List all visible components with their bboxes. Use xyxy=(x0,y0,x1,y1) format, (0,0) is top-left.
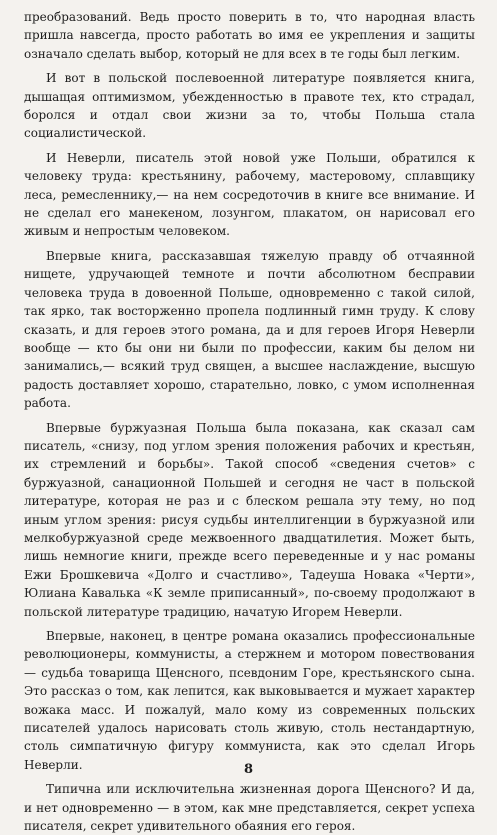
paragraph: И вот в польской послевоенной литературе появляется книга, дышащая оптимизмом, убежденностью в правоте тех, кто страдал, боролся и отдал свои жизни за то, чтобы Польша стала социалистической. xyxy=(24,71,475,141)
paragraph: И Неверли, писатель этой новой уже Польши, обратился к человеку труда: крестьянину, рабочему, мастеровому, сплавщику леса, ремесленнику,— на нем сосредоточив в книге все внимание. И не сделал его манекеном, лозунгом, плакатом, он нарисовал его живым и непростым человеком. xyxy=(24,150,475,239)
paragraph: Типична или исключительна жизненная дорога Щенсного? И да, и нет одновременно — в этом, как мне представляется, секрет успеха писателя, секрет удивительного обаяния его героя. xyxy=(24,782,475,834)
paragraph-continued: преобразований. Ведь просто поверить в то, что народная власть пришла навсегда, просто работать во имя ее укрепления и защиты означало сделать выбор, который не для всех в те годы был легким. xyxy=(24,10,475,61)
paragraph: Впервые буржуазная Польша была показана, как сказал сам писатель, «снизу, под углом зрения положения рабочих и крестьян, их стремлений и борьбы». Такой способ «сведения счетов» с буржуазной, санационной Польшей и сегодня не част в польской литературе, которая не раз и с блеском решала эту тему, но под иным углом зрения: рисуя судьбы интеллигенции в буржуазной или мелкобуржуазной среде межвоенного двадцатилетия. Может быть, лишь немногие книги, прежде всего переведенные и у нас романы Ежи Брошкевича «Долго и счастливо», Тадеуша Новака «Черти», Юлиана Кавалька «К земле приписанный», по-своему продолжают в польской литературе традицию, начатую Игорем Неверли. xyxy=(24,420,475,619)
paragraph: Впервые книга, рассказавшая тяжелую правду об отчаянной нищете, удручающей темноте и почти абсолютном бесправии человека труда в довоенной Польше, одновременно с такой силой, так ярко, так восторженно пропела подлинный гимн труду. К слову сказать, и для героев этого романа, да и для героев Игоря Неверли вообще — кто бы они ни были по профессии, каким бы делом ни занимались,— всякий труд священ, а высшее наслаждение, высшую радость доставляет хорошо, старательно, ловко, с умом исполненная работа. xyxy=(24,248,475,411)
page-number: 8 xyxy=(243,762,254,777)
paragraph: Впервые, наконец, в центре романа оказались профессиональные революционеры, коммунисты, а стержнем и мотором повествования — судьба товарища Щенсного, псевдоним Горе, крестьянского сына. Это рассказ о том, как лепится, как выковывается и мужает характер вожака масс. И пожалуй, мало кому из современных польских писателей удалось нарисовать столь живую, столь нестандартную, столь симпатичную фигуру коммуниста, как это сделал Игорь Неверли. xyxy=(24,629,475,772)
body-text xyxy=(24,8,475,835)
